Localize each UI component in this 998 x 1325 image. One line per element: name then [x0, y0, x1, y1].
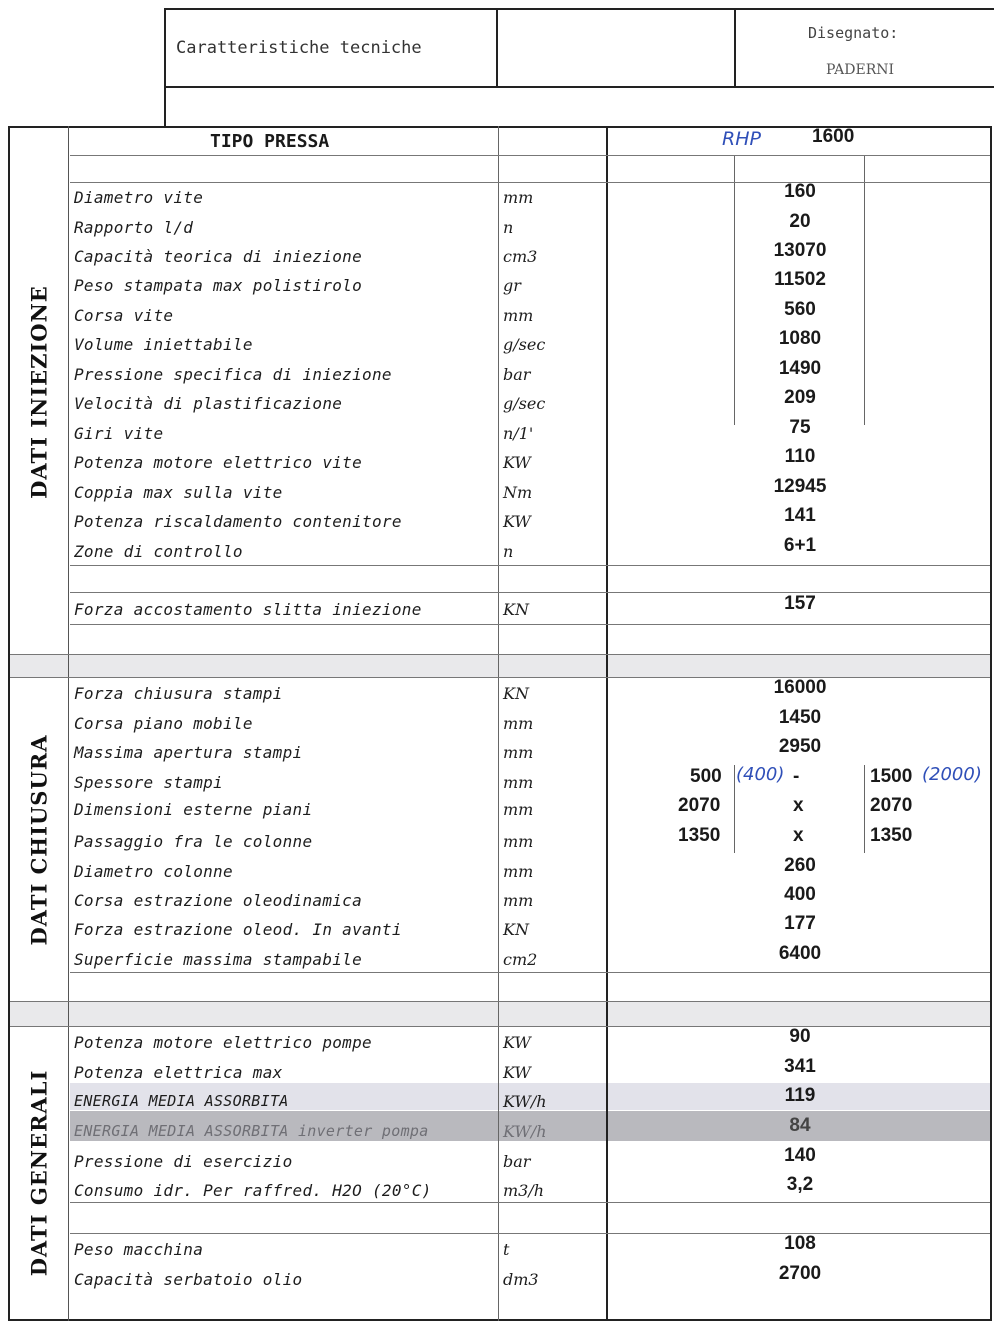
spec-unit: mm — [503, 862, 534, 881]
spec-value: 560 — [784, 299, 816, 320]
spec-value: 140 — [784, 1145, 816, 1166]
spec-unit: mm — [503, 714, 534, 733]
drawn-label: Disegnato: — [808, 24, 899, 42]
spec-value-right: 1350 — [870, 825, 913, 846]
spec-value: 141 — [784, 505, 816, 526]
spec-label: Corsa piano mobile — [74, 714, 253, 733]
spec-unit: m3/h — [503, 1181, 545, 1200]
spec-unit: KW/h — [503, 1092, 547, 1111]
spec-value: 11502 — [774, 269, 826, 290]
spec-unit: mm — [503, 306, 534, 325]
spec-value: 20 — [789, 211, 811, 232]
value-subdivider-right-2 — [864, 765, 865, 853]
spec-label: Diametro colonne — [74, 862, 233, 881]
spec-label: Coppia max sulla vite — [74, 483, 283, 502]
spec-label: Consumo idr. Per raffred. H2O (20°C) — [74, 1181, 432, 1200]
spec-value: 2700 — [778, 1263, 822, 1284]
spec-value-separator: - — [793, 766, 800, 787]
spec-value: 1450 — [778, 707, 822, 728]
spec-value: 108 — [784, 1233, 816, 1254]
separator-band — [10, 655, 990, 677]
spec-label: ENERGIA MEDIA ASSORBITA inverter pompa — [74, 1122, 429, 1140]
spec-label: Dimensioni esterne piani — [74, 800, 313, 819]
row-line — [10, 654, 990, 655]
spec-unit: KW — [503, 453, 531, 472]
spec-unit: t — [503, 1240, 510, 1259]
spec-value-separator: x — [793, 795, 804, 816]
spec-unit: Nm — [503, 483, 533, 502]
spec-label: Velocità di plastificazione — [74, 394, 343, 413]
spec-label: Massima apertura stampi — [74, 743, 303, 762]
document-title: Caratteristiche tecniche — [176, 38, 422, 58]
spec-label: Passaggio fra le colonne — [74, 832, 313, 851]
row-line — [70, 565, 990, 566]
spec-value: 6400 — [778, 943, 822, 964]
spec-label: Potenza riscaldamento contenitore — [74, 512, 402, 531]
spec-label: Pressione di esercizio — [74, 1152, 293, 1171]
spec-unit: KW — [503, 1063, 531, 1082]
spec-unit: KW/h — [503, 1122, 547, 1141]
press-type-header: TIPO PRESSA — [210, 131, 330, 152]
spec-unit: mm — [503, 188, 534, 207]
spec-value-right: 2070 — [870, 795, 913, 816]
unit-column-divider — [498, 126, 499, 1321]
spec-value: 13070 — [773, 240, 827, 261]
spec-unit: KW — [503, 512, 531, 531]
spec-value-left: 500 — [690, 766, 722, 787]
spec-label: Rapporto l/d — [74, 218, 194, 237]
spec-label: Diametro vite — [74, 188, 204, 207]
spec-label: Peso macchina — [74, 1240, 204, 1259]
spec-value-separator: x — [793, 825, 804, 846]
spec-label: Potenza elettrica max — [74, 1063, 283, 1082]
spec-value: 400 — [784, 884, 816, 905]
drawn-by: PADERNI — [826, 62, 895, 78]
section-column-divider — [68, 126, 69, 1321]
spec-label: Forza estrazione oleod. In avanti — [74, 920, 402, 939]
spec-value: 3,2 — [786, 1174, 814, 1195]
spec-unit: mm — [503, 773, 534, 792]
value-subdivider-left-2 — [734, 765, 735, 853]
spec-value: 84 — [789, 1115, 811, 1136]
separator-band — [10, 1002, 990, 1026]
spec-unit: KN — [503, 684, 529, 703]
spec-label: Superficie massima stampabile — [74, 950, 363, 969]
header-bottom-strip — [164, 86, 994, 126]
spec-unit: mm — [503, 743, 534, 762]
spec-label: Pressione specifica di iniezione — [74, 365, 392, 384]
spec-unit: KN — [503, 920, 529, 939]
spec-unit: cm3 — [503, 247, 538, 266]
spec-unit: n — [503, 542, 514, 561]
handwritten-note-left: (400) — [736, 764, 785, 785]
spec-label: Potenza motore elettrico pompe — [74, 1033, 372, 1052]
section-label-injection: DATI INIEZIONE — [26, 285, 52, 499]
spec-value: 260 — [784, 855, 816, 876]
spec-label: Giri vite — [74, 424, 164, 443]
spec-value: 16000 — [773, 677, 827, 698]
model-handwritten: RHP — [722, 128, 761, 150]
spec-value: 6+1 — [783, 535, 817, 556]
spec-value: 160 — [784, 181, 816, 202]
spec-unit: g/sec — [503, 394, 546, 413]
spec-value: 110 — [784, 446, 816, 467]
spec-unit: n/1' — [503, 424, 534, 443]
spec-value: 341 — [784, 1056, 816, 1077]
spec-value: 1490 — [778, 358, 822, 379]
spec-label: Capacità teorica di iniezione — [74, 247, 363, 266]
spec-unit: mm — [503, 800, 534, 819]
spec-label: Capacità serbatoio olio — [74, 1270, 303, 1289]
spec-label: Forza accostamento slitta iniezione — [74, 600, 422, 619]
spec-value: 2950 — [778, 736, 822, 757]
spec-unit: mm — [503, 832, 534, 851]
spec-label: ENERGIA MEDIA ASSORBITA — [74, 1092, 289, 1110]
spec-label: Corsa estrazione oleodinamica — [74, 891, 363, 910]
handwritten-note-right: (2000) — [922, 764, 982, 785]
row-line — [70, 155, 990, 156]
spec-unit: bar — [503, 365, 531, 384]
spec-value: 119 — [784, 1085, 816, 1106]
model-number: 1600 — [812, 126, 855, 147]
spec-label: Zone di controllo — [74, 542, 243, 561]
spec-value-right: 1500 — [870, 766, 913, 787]
spec-unit: n — [503, 218, 514, 237]
spec-label: Volume iniettabile — [74, 335, 253, 354]
spec-value: 90 — [789, 1026, 811, 1047]
spec-value-left: 2070 — [678, 795, 721, 816]
spec-unit: g/sec — [503, 335, 546, 354]
row-line — [10, 1001, 990, 1002]
spec-unit: cm2 — [503, 950, 538, 969]
spec-label: Corsa vite — [74, 306, 174, 325]
spec-unit: dm3 — [503, 1270, 539, 1289]
spec-value: 75 — [789, 417, 811, 438]
header-empty-box — [496, 8, 736, 88]
spec-value: 1080 — [778, 328, 822, 349]
value-column-divider — [606, 126, 608, 1321]
row-line — [70, 624, 990, 625]
spec-unit: mm — [503, 891, 534, 910]
spec-label: Peso stampata max polistirolo — [74, 276, 363, 295]
spec-label: Potenza motore elettrico vite — [74, 453, 363, 472]
spec-label: Forza chiusura stampi — [74, 684, 283, 703]
section-label-clamping: DATI CHIUSURA — [26, 734, 52, 946]
spec-value: 12945 — [773, 476, 827, 497]
spec-unit: bar — [503, 1152, 531, 1171]
row-line — [70, 972, 990, 973]
spec-label: Spessore stampi — [74, 773, 223, 792]
spec-value: 209 — [784, 387, 816, 408]
spec-value: 177 — [784, 913, 816, 934]
spec-unit: gr — [503, 276, 521, 295]
spec-unit: KN — [503, 600, 529, 619]
section-label-general: DATI GENERALI — [26, 1069, 52, 1277]
spec-value-left: 1350 — [678, 825, 721, 846]
spec-value: 157 — [784, 593, 816, 614]
spec-unit: KW — [503, 1033, 531, 1052]
row-line — [70, 1202, 990, 1203]
